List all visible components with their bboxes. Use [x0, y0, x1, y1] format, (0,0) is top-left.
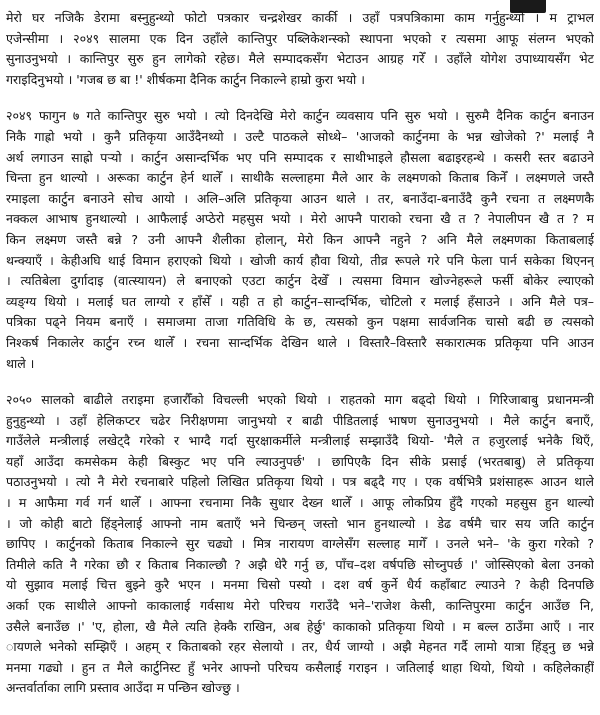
text-line: यो सुझाव मलाई चित्त बुझ्ने कुरै भएन । मनमा चिसो पस्यो । दश वर्ष कुर्ने धैर्य कहाँबाट ल्याउने ? केही दिनपछि [6, 577, 594, 593]
text-line: सुनाउनुभयो । कान्तिपुर सुरु हुन लागेको रहेछ। मैले सम्पादकसँग भेटाउन आग्रह गरेँ । उहाँले योगेश उपाध्यायसँग भेट [6, 51, 594, 67]
text-line: मेरो घर नजिकै डेरामा बस्नुहुन्थ्यो फोटो पत्रकार चन्द्रशेखर कार्की । उहाँ पत्रपत्रिकामा काम गर्नुहुन्थ्यो । म ट्राभल [6, 10, 594, 25]
text-line: पत्रिका पढ्ने नियम बनाएँ । समाजमा ताजा गतिविधि के छ, त्यसको कुन पक्षमा सार्वजनिक चासो बढी छ त्यसको [6, 314, 594, 330]
text-line: । त्यतिबेला दुर्गादाइ (वात्स्यायन) ले बनाएको एउटा कार्टुन देखेँ । त्यसमा विमान खोज्नेहरूले फर्सी बोकेर ल्याएको [6, 273, 594, 289]
text-line: थन्क्याएँ । केहीअघि थाई विमान हराएको थियो । खोजी कार्य हौवा थियो, तीव्र रूपले गरे पनि फेला पार्न सकेका थिएनन् [6, 252, 594, 268]
text-line: नक्कल आभाष हुनथाल्यो । आफैलाई अप्ठेरो महसुस भयो । मेरो आफ्नै पाराको रचना खै त ? नेपालीपन खै त ? म [6, 211, 594, 227]
text-line: एजेन्सीमा । २०४९ सालमा एक दिन उहाँले कान्तिपुर पब्लिकेशन्स्को स्थापना भएको र त्यसमा आफू संलग्न भएको [6, 30, 594, 46]
text-line: व्यङ्ग्य थियो । मलाई घत लाग्यो र हाँसेँ । यही त हो कार्टुन–सान्दर्भिक, चोटिलो र मलाई हँसाउने । अनि मैले पत्र– [6, 293, 594, 309]
text-line: हुनुहुन्थ्यो । उहाँ हेलिकप्टर चढेर निरीक्षणमा जानुभयो र बाढी पीडितलाई भाषण सुनाउनुभयो । मैले कार्टुन बनाएँ, [6, 412, 594, 428]
paragraph [6, 8, 594, 90]
text-line: गाउँलेले मन्त्रीलाई लखेट्दै गरेको र भाग्दै गर्दा सुरक्षाकर्मीले मन्त्रीलाई सम्झाउँदै थियो- 'मैले त हजुरलाई भनेकै थिएँ, [6, 433, 594, 449]
text-line: । म आफैमा गर्व गर्न थालेँ । आफ्ना रचनामा निकै सुधार देख्न थालेँ । आफू लोकप्रिय हुँदै गएको महसुस हुन थाल्यो [6, 495, 594, 511]
text-line: निकै गाह्रो भयो । कुनै प्रतिकृया आउँदैनथ्यो । उल्टै पाठकले सोध्थे– 'आजको कार्टुनमा के भन्न खोजेको ?' मलाई नै [6, 128, 594, 144]
text-line: गराइदिनुभयो । 'गजब छ बा !' शीर्षकमा दैनिक कार्टुन निकाल्ने हाम्रो कुरा भयो । [6, 71, 365, 87]
text-line: यहाँ आउँदा कमसेकम केही बिस्कुट भए पनि ल्याउनुपर्छ' । छापिएकै दिन सीके प्रसाई (भरतबाबु) ले प्रतिकृया [6, 453, 594, 469]
text-line: उसैले बनाउँछ ।' 'ए, होला, खै मैले त्यति हेक्कै राखिन, अब हेर्छु' काकाको प्रतिकृया थियो । म बल्ल ठाउँमा आएँ । नार [6, 618, 594, 634]
paragraph [6, 106, 594, 374]
text-line: किन लक्ष्मण जस्तै बन्ने ? उनी आफ्नै शैलीका होलान्, मेरो किन आफ्नै नहुने ? अनि मैले लक्ष्मणका किताबलाई [6, 231, 594, 247]
text-line: पठाउनुभयो । त्यो नै मेरो रचनाबारे पहिलो लिखित प्रतिकृया थियो । पत्र बढ्दै गए । एक वर्षभित्रै प्रशंसाहरू आउन थाले [6, 474, 594, 490]
text-line: रमाइला कार्टुन बनाउने सोच आयो । अलि–अलि प्रतिकृया आउन थाले । तर, बनाउँदा-बनाउँदै कुनै रचना त लक्ष्मणकै [6, 190, 594, 206]
text-line: अर्का एक साथीले आफ्नो काकालाई गर्वसाथ मेरो परिचय गराउँदै भने–'राजेश केसी, कान्तिपुरमा कार्टुन आउँछ नि, [6, 598, 594, 614]
text-line: चिन्ता हुन थाल्यो । अरूका कार्टुन हेर्न थालेँ । साथीकै सल्लाहमा मैले आर के लक्ष्मणको किताब किनेँ । लक्ष्मणले जस्तै [6, 170, 594, 186]
text-line: । जो कोही बाटो हिंड्नेलाई आफ्नो नाम बताएँ भने चिन्छन् जस्तो भान हुनथाल्यो । डेढ वर्षमै चार सय जति कार्टुन [6, 515, 594, 531]
text-line: अर्थ लगाउन साह्रो पर्‍यो । कार्टुन असान्दर्भिक भए पनि सम्पादक र साथीभाइले हौसला बढाइरहन्थे । कसरी स्तर बढाउने [6, 149, 594, 165]
text-line: छापिए । कार्टुनको किताब निकाल्ने सुर चढ्यो । मित्र नारायण वाग्लेसँग सल्लाह मागेँ । उनले भने– 'के कुरा गरेको ? [6, 536, 594, 552]
text-line: २०४९ फागुन ७ गते कान्तिपुर सुरु भयो । त्यो दिनदेखि मेरो कार्टुन व्यवसाय पनि सुरु भयो । सुरुमै दैनिक कार्टुन बनाउन [6, 108, 594, 124]
text-line: थाले । [6, 355, 35, 371]
text-line: निश्कर्ष निकालेर कार्टुन रच्न थालेँ । रचना सान्दर्भिक देखिन थाले । विस्तारै–विस्तारै सकारात्मक प्रतिकृया पनि आउन [6, 334, 594, 350]
paragraph [6, 390, 594, 699]
text-line: तिमीले कति नै गरेका छौ र किताब निकाल्छौ ? अझै धेरै गर्नु छ, पाँच–दश वर्षपछि सोच्नुपर्छ ।' जोस्सिएको बेला उनको [6, 556, 594, 572]
text-line: मनमा गढ्यो । हुन त मैले कार्टुनिस्ट हुँ भनेर आफ्नो परिचय कसैलाई गराइन । जतिलाई थाहा थियो, थियो । कहिलेकाहीँ [6, 659, 594, 675]
text-line: २०५० सालको बाढीले तराइमा हजारौँको विचल्ली भएको थियो । राहतको माग बढ्दो थियो । गिरिजाबाबु प्रधानमन्त्री [6, 392, 594, 408]
text-line: अन्तर्वार्ताका लागि प्रस्ताव आउँदा म पन्छिन खोज्छु । [6, 680, 240, 696]
text-line: ायणले भनेको सम्झिएँ । अहम् र किताबको रहर सेलायो । तर, धैर्य जाग्यो । अझै मेहनत गर्दै लामो यात्रा हिंड्नु छ भन्ने [6, 639, 594, 655]
document-body [6, 8, 594, 715]
